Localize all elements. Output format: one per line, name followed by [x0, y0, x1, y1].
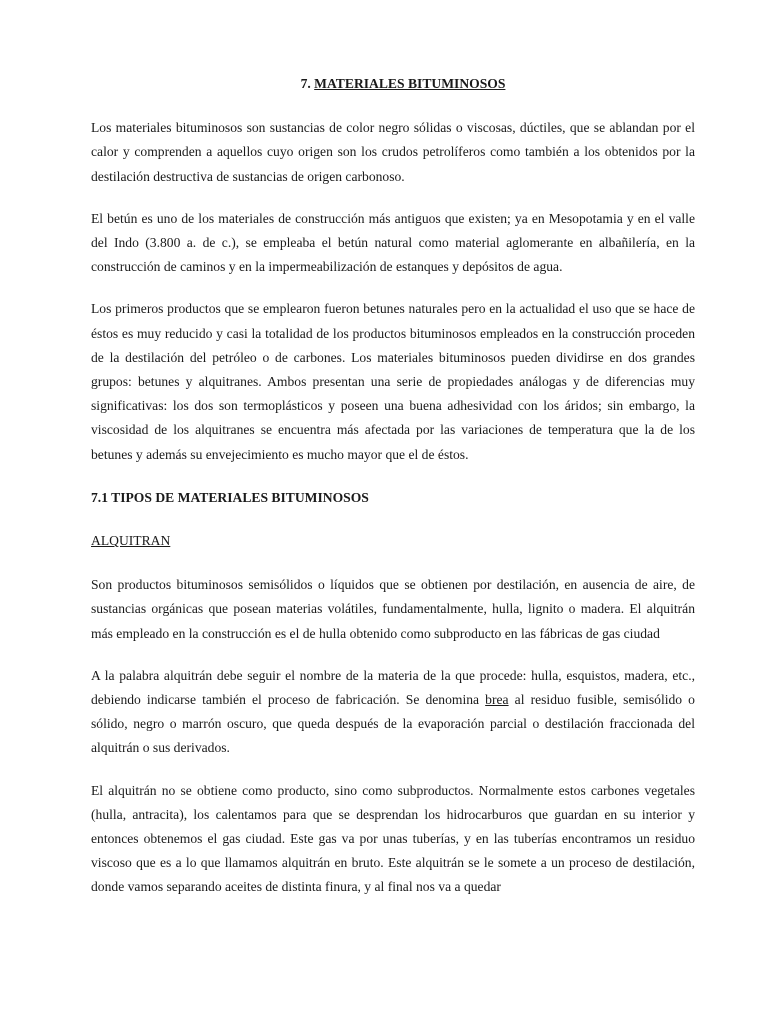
- paragraph-alquitran-3: El alquitrán no se obtiene como producto, sino como subproductos. Normalmente estos carbones vegetales (hulla, antracita), los calentamos para que se desprendan los hidrocarburos que guardan en su interior y entonces obtenemos el gas ciudad. Este gas va por unas tuberías, y en las tuberías encontramos un residuo viscoso que es a lo que llamamos alquitrán en bruto. Este alquitrán se le somete a un proceso de destilación, donde vamos separando aceites de distinta finura, y al final nos va a quedar: [91, 782, 695, 895]
- paragraph-alquitran-2: [91, 664, 695, 761]
- subsection-heading: ALQUITRAN: [91, 533, 171, 549]
- title-number: 7.: [300, 76, 311, 91]
- document-body: [91, 72, 695, 918]
- paragraph-intro-1: Los materiales bituminosos son sustancias de color negro sólidas o viscosas, dúctiles, que se ablandan por el calor y comprenden a aquellos cuyo origen son los crudos petrolíferos como también a los obtenidos por la destilación destructiva de sustancias de origen carbonoso.: [91, 120, 695, 184]
- paragraph-alquitran-2-part-1: A la palabra alquitrán debe seguir el nombre de la materia de la que procede: hulla, esquistos, madera, etc., debiendo indicarse también el proceso de fabricación. Se denomina: [91, 667, 695, 708]
- section-heading: 7.1 TIPOS DE MATERIALES BITUMINOSOS: [91, 489, 369, 505]
- paragraph-intro-2: El betún es uno de los materiales de construcción más antiguos que existen; ya en Mesopotamia y en el valle del Indo (3.800 a. de c.), se empleaba el betún natural como material aglomerante en albañilería, en la construcción de caminos y en la impermeabilización de estanques y depósitos de agua.: [91, 210, 695, 275]
- brea-term: brea: [485, 692, 509, 708]
- paragraph-intro-3: Los primeros productos que se emplearon fueron betunes naturales pero en la actualidad el uso que se hace de éstos es muy reducido y casi la totalidad de los productos bituminosos empleados en la construcción proceden de la destilación del petróleo o de carbones. Los materiales bituminosos pueden dividirse en dos grandes grupos: betunes y alquitranes. Ambos presentan una serie de propiedades análogas y de diferencias muy significativas: los dos son termoplásticos y poseen una buena adhesividad con los áridos; sin embargo, la viscosidad de los alquitranes se encuentra más afectada por las variaciones de temperatura que la de los betunes y además su envejecimiento es mucho mayor que el de éstos.: [91, 301, 695, 462]
- paragraph-alquitran-1: Son productos bituminosos semisólidos o líquidos que se obtienen por destilación, en ausencia de aire, de sustancias orgánicas que posean materias volátiles, fundamentalmente, hulla, lignito o madera. El alquitrán más empleado en la construcción es el de hulla obtenido como subproducto en las fábricas de gas ciudad: [91, 577, 695, 641]
- title-text: MATERIALES BITUMINOSOS: [314, 76, 506, 91]
- paragraph-alquitran-2-part-2: al residuo fusible, semisólido o sólido, negro o marrón oscuro, que queda después de la evaporación parcial o destilación fraccionada del alquitrán o sus derivados.: [91, 692, 695, 756]
- page-title: [91, 72, 695, 96]
